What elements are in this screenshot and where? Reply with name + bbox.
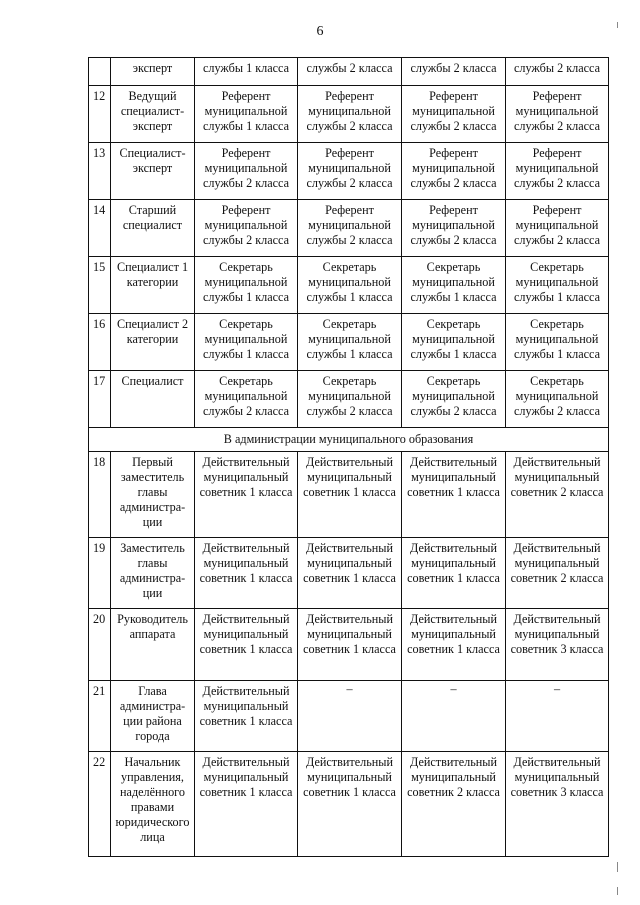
class-rank-cell: Секретарь муниципальной службы 1 класса — [195, 314, 298, 371]
class-rank-cell: Действительный муниципальный советник 1 класса — [298, 752, 402, 857]
row-number: 19 — [89, 538, 111, 609]
row-number: 18 — [89, 452, 111, 538]
scan-speck — [617, 22, 618, 28]
class-rank-cell: Референт муниципальной службы 2 класса — [506, 200, 609, 257]
class-rank-cell: Секретарь муниципальной службы 2 класса — [195, 371, 298, 428]
class-rank-cell: Референт муниципальной службы 2 класса — [195, 143, 298, 200]
class-rank-cell: Секретарь муниципальной службы 2 класса — [506, 371, 609, 428]
page-number: 6 — [316, 24, 324, 39]
class-rank-cell: Секретарь муниципальной службы 1 класса — [298, 314, 402, 371]
row-number: 16 — [89, 314, 111, 371]
position-title: Первый заместитель главы администра-ции — [111, 452, 195, 538]
class-rank-cell: Действительный муниципальный советник 1 класса — [298, 609, 402, 681]
position-title: Начальник управления, наделённого правами юридического лица — [111, 752, 195, 857]
position-title: Ведущий специалист-эксперт — [111, 86, 195, 143]
position-title: Специалист 2 категории — [111, 314, 195, 371]
class-rank-cell: Действительный муниципальный советник 3 класса — [506, 609, 609, 681]
class-rank-cell: Референт муниципальной службы 2 класса — [402, 200, 506, 257]
class-rank-cell: Действительный муниципальный советник 1 класса — [402, 609, 506, 681]
class-rank-cell: – — [506, 681, 609, 752]
position-title: Заместитель главы администра-ции — [111, 538, 195, 609]
row-number — [89, 58, 111, 86]
position-title: эксперт — [111, 58, 195, 86]
class-rank-cell: Действительный муниципальный советник 1 класса — [402, 538, 506, 609]
row-number: 14 — [89, 200, 111, 257]
position-title: Специалист — [111, 371, 195, 428]
class-rank-cell: Действительный муниципальный советник 1 класса — [298, 538, 402, 609]
table-row — [89, 200, 609, 257]
class-rank-cell: Действительный муниципальный советник 1 класса — [195, 452, 298, 538]
class-rank-cell: службы 2 класса — [506, 58, 609, 86]
table-row — [89, 538, 609, 609]
class-rank-cell: Действительный муниципальный советник 1 класса — [195, 609, 298, 681]
row-number: 12 — [89, 86, 111, 143]
position-title: Специалист-эксперт — [111, 143, 195, 200]
position-title: Руководитель аппарата — [111, 609, 195, 681]
table-row — [89, 143, 609, 200]
row-number: 15 — [89, 257, 111, 314]
class-rank-cell: Референт муниципальной службы 1 класса — [195, 86, 298, 143]
class-rank-cell: службы 2 класса — [402, 58, 506, 86]
position-title: Глава администра-ции района города — [111, 681, 195, 752]
class-rank-cell: Действительный муниципальный советник 1 класса — [298, 452, 402, 538]
class-rank-cell: Референт муниципальной службы 2 класса — [195, 200, 298, 257]
table-body-bottom — [89, 452, 609, 857]
class-rank-cell: Действительный муниципальный советник 1 класса — [195, 681, 298, 752]
class-rank-cell: Действительный муниципальный советник 1 класса — [195, 538, 298, 609]
class-rank-cell: Секретарь муниципальной службы 1 класса — [298, 257, 402, 314]
table-section — [89, 428, 609, 452]
class-rank-cell: Секретарь муниципальной службы 1 класса — [195, 257, 298, 314]
table-body-top — [89, 58, 609, 428]
class-rank-cell: Действительный муниципальный советник 2 класса — [506, 452, 609, 538]
class-rank-cell: – — [402, 681, 506, 752]
row-number: 22 — [89, 752, 111, 857]
row-number: 17 — [89, 371, 111, 428]
table-row — [89, 371, 609, 428]
class-rank-cell: Секретарь муниципальной службы 2 класса — [298, 371, 402, 428]
class-rank-cell: Секретарь муниципальной службы 1 класса — [402, 314, 506, 371]
class-rank-cell: – — [298, 681, 402, 752]
row-number: 13 — [89, 143, 111, 200]
class-rank-cell: службы 2 класса — [298, 58, 402, 86]
table-row — [89, 257, 609, 314]
class-rank-cell: Секретарь муниципальной службы 2 класса — [402, 371, 506, 428]
class-rank-cell: Действительный муниципальный советник 3 класса — [506, 752, 609, 857]
table-row — [89, 314, 609, 371]
table-row — [89, 86, 609, 143]
class-rank-cell: Действительный муниципальный советник 2 класса — [402, 752, 506, 857]
table-row — [89, 452, 609, 538]
position-title: Специалист 1 категории — [111, 257, 195, 314]
table-row — [89, 681, 609, 752]
class-rank-cell: Секретарь муниципальной службы 1 класса — [402, 257, 506, 314]
section-title: В администрации муниципального образования — [89, 428, 609, 452]
class-rank-cell: службы 1 класса — [195, 58, 298, 86]
row-number: 21 — [89, 681, 111, 752]
class-rank-cell: Референт муниципальной службы 2 класса — [298, 143, 402, 200]
class-rank-cell: Секретарь муниципальной службы 1 класса — [506, 257, 609, 314]
table-row — [89, 609, 609, 681]
ranks-table — [88, 57, 609, 857]
class-rank-cell: Референт муниципальной службы 2 класса — [402, 143, 506, 200]
class-rank-cell: Референт муниципальной службы 2 класса — [506, 86, 609, 143]
class-rank-cell: Действительный муниципальный советник 1 класса — [402, 452, 506, 538]
class-rank-cell: Действительный муниципальный советник 1 класса — [195, 752, 298, 857]
class-rank-cell: Референт муниципальной службы 2 класса — [298, 86, 402, 143]
class-rank-cell: Секретарь муниципальной службы 1 класса — [506, 314, 609, 371]
section-row — [89, 428, 609, 452]
class-rank-cell: Референт муниципальной службы 2 класса — [298, 200, 402, 257]
table-row — [89, 752, 609, 857]
scan-speck — [617, 862, 618, 872]
class-rank-cell: Референт муниципальной службы 2 класса — [402, 86, 506, 143]
class-rank-cell: Референт муниципальной службы 2 класса — [506, 143, 609, 200]
position-title: Старший специалист — [111, 200, 195, 257]
row-number: 20 — [89, 609, 111, 681]
table-row — [89, 58, 609, 86]
scan-speck — [617, 887, 618, 895]
class-rank-cell: Действительный муниципальный советник 2 класса — [506, 538, 609, 609]
